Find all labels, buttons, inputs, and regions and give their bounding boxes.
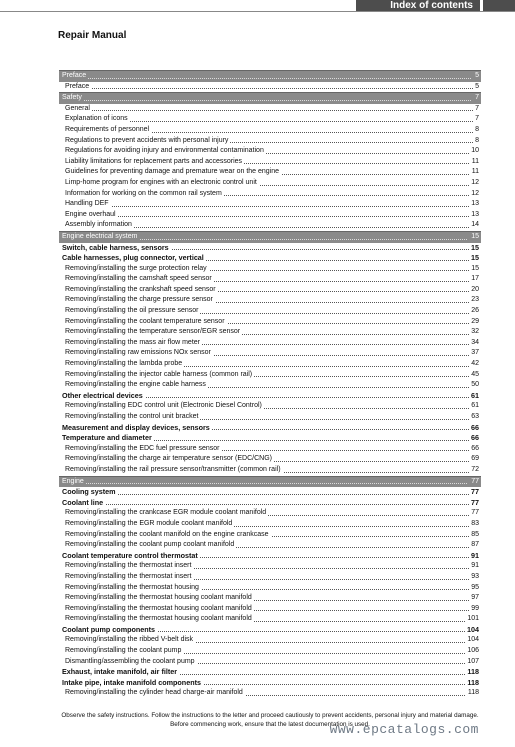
toc-entry-title: Preface <box>59 82 91 93</box>
toc-entry-row[interactable] <box>59 561 481 572</box>
toc-page-number: 72 <box>469 465 481 476</box>
toc-entry-row[interactable] <box>59 593 481 604</box>
toc-entry-title: Regulations for avoiding injury and environmental contamination <box>59 146 266 157</box>
toc-page-number: 95 <box>469 583 481 594</box>
toc-entry-title: Liability limitations for replacement parts and accessories <box>59 157 244 168</box>
toc-page-number: 97 <box>469 593 481 604</box>
toc-page-number: 12 <box>469 178 481 189</box>
toc-entry-title: Removing/installing the thermostat insert <box>59 572 193 583</box>
toc-chapter-row[interactable] <box>59 476 481 488</box>
toc-chapter-row[interactable] <box>59 231 481 243</box>
toc-entry-row[interactable] <box>59 189 481 200</box>
toc-chapter-row[interactable] <box>59 70 481 82</box>
toc-entry-title: Engine electrical system <box>59 232 139 243</box>
toc-section-row[interactable] <box>59 391 481 402</box>
toc-page-number: 26 <box>469 306 481 317</box>
toc-page-number: 66 <box>469 444 481 455</box>
toc-entry-row[interactable] <box>59 604 481 615</box>
toc-page-number: 85 <box>469 530 481 541</box>
toc-entry-title: Exhaust, intake manifold, air filter <box>59 667 179 678</box>
toc-entry-title: Removing/installing the temperature sensor/EGR sensor <box>59 327 242 338</box>
toc-page-number: 107 <box>465 657 481 668</box>
toc-entry-row[interactable] <box>59 136 481 147</box>
toc-entry-title: Dismantling/assembling the coolant pump <box>59 657 197 668</box>
toc-page-number: 93 <box>469 572 481 583</box>
toc-page-number: 11 <box>470 167 481 178</box>
toc-entry-title: Explanation of icons <box>59 114 130 125</box>
toc-section-row[interactable] <box>59 253 481 264</box>
toc-entry-row[interactable] <box>59 285 481 296</box>
toc-entry-title: Coolant pump components <box>59 625 157 636</box>
toc-entry-title: Removing/installing the thermostat insert <box>59 561 193 572</box>
toc-section-row[interactable] <box>59 667 481 678</box>
toc-entry-title: Removing/installing EDC control unit (Electronic Diesel Control) <box>59 401 264 412</box>
toc-entry-title: Guidelines for preventing damage and premature wear on the engine <box>59 167 281 178</box>
toc-entry-title: Removing/installing the coolant pump coolant manifold <box>59 540 236 551</box>
toc-entry-row[interactable] <box>59 359 481 370</box>
toc-page-number: 99 <box>469 604 481 615</box>
toc-page-number: 77 <box>468 477 481 488</box>
dot-leader <box>59 504 481 505</box>
table-of-contents <box>59 70 481 699</box>
toc-page-number: 66 <box>471 422 479 432</box>
dot-leader <box>59 100 481 101</box>
toc-entry-row[interactable] <box>59 519 481 530</box>
toc-section-row[interactable] <box>59 423 481 434</box>
toc-entry-title: Regulations to prevent accidents with personal injury <box>59 136 230 147</box>
toc-entry-row[interactable] <box>59 306 481 317</box>
toc-section-row[interactable] <box>59 243 481 254</box>
toc-entry-row[interactable] <box>59 157 481 168</box>
header-end-block <box>483 0 515 11</box>
toc-page-number: 106 <box>465 646 481 657</box>
toc-entry-title: Removing/installing the mass air flow meter <box>59 338 202 349</box>
toc-entry-row[interactable] <box>59 370 481 381</box>
safety-footer-text: Observe the safety instructions. Follow the instructions to the letter and proceed cautiously to prevent accidents, personal injury and material damage. Before commencing work, ensure that the latest documentation is used. <box>61 712 479 728</box>
toc-page-number: 7 <box>473 114 481 125</box>
toc-entry-row[interactable] <box>59 540 481 551</box>
toc-page-number: 32 <box>469 327 481 338</box>
toc-entry-title: Removing/installing the charge pressure sensor <box>59 295 215 306</box>
toc-page-number: 101 <box>465 614 481 625</box>
document-title: Repair Manual <box>58 30 127 41</box>
toc-entry-row[interactable] <box>59 583 481 594</box>
toc-page-number: 23 <box>469 295 481 306</box>
toc-entry-title: Switch, cable harness, sensors <box>59 243 171 254</box>
dot-leader <box>59 110 481 111</box>
toc-entry-title: Coolant temperature control thermostat <box>59 551 200 562</box>
toc-page-number: 61 <box>471 390 479 400</box>
toc-page-number: 7 <box>473 104 481 115</box>
toc-entry-title: Removing/installing the thermostat housing coolant manifold <box>59 593 254 604</box>
toc-entry-row[interactable] <box>59 454 481 465</box>
toc-entry-row[interactable] <box>59 264 481 275</box>
toc-entry-row[interactable] <box>59 614 481 625</box>
toc-section-row[interactable] <box>59 487 481 498</box>
toc-entry-row[interactable] <box>59 295 481 306</box>
toc-entry-title: Cable harnesses, plug connector, vertical <box>59 253 206 264</box>
header-section-title: Index of contents <box>390 0 473 11</box>
toc-page-number: 15 <box>471 253 479 263</box>
toc-entry-row[interactable] <box>59 380 481 391</box>
toc-entry-title: Intake pipe, intake manifold components <box>59 678 203 689</box>
toc-entry-title: Engine overhaul <box>59 210 118 221</box>
toc-page-number: 118 <box>466 688 481 699</box>
toc-page-number: 17 <box>469 274 481 285</box>
dot-leader <box>59 483 481 484</box>
toc-page-number: 13 <box>469 210 481 221</box>
toc-page-number: 37 <box>469 348 481 359</box>
toc-entry-title: Handling DEF <box>59 199 111 210</box>
top-header-bar <box>0 0 515 13</box>
toc-entry-title: Information for working on the common rail system <box>59 189 224 200</box>
toc-entry-title: Cooling system <box>59 487 118 498</box>
toc-entry-title: Assembly information <box>59 220 134 231</box>
toc-page-number: 34 <box>469 338 481 349</box>
toc-entry-row[interactable] <box>59 125 481 136</box>
toc-section-row[interactable] <box>59 498 481 509</box>
toc-entry-title: Removing/installing the thermostat housing coolant manifold <box>59 614 254 625</box>
toc-entry-title: Limp-home program for engines with an electronic control unit <box>59 178 259 189</box>
toc-entry-title: Removing/installing the charge air temperature sensor (EDC/CNG) <box>59 454 274 465</box>
toc-page-number: 69 <box>469 454 481 465</box>
dot-leader <box>59 78 481 79</box>
toc-page-number: 77 <box>469 508 481 519</box>
toc-entry-row[interactable] <box>59 199 481 210</box>
toc-entry-row[interactable] <box>59 317 481 328</box>
toc-entry-title: Removing/installing the coolant pump <box>59 646 183 657</box>
toc-page-number: 91 <box>471 550 479 560</box>
toc-entry-title: Removing/installing the rail pressure sensor/transmitter (common rail) <box>59 465 283 476</box>
toc-page-number: 77 <box>471 487 479 497</box>
toc-page-number: 14 <box>469 220 481 231</box>
toc-page-number: 45 <box>469 370 481 381</box>
toc-page-number: 50 <box>469 380 481 391</box>
toc-page-number: 66 <box>471 433 479 443</box>
toc-page-number: 5 <box>472 71 481 82</box>
toc-entry-title: Removing/installing the oil pressure sensor <box>59 306 200 317</box>
toc-entry-row[interactable] <box>59 657 481 668</box>
toc-page-number: 63 <box>469 412 481 423</box>
toc-entry-title: Removing/installing the engine cable harness <box>59 380 208 391</box>
toc-page-number: 8 <box>473 125 481 136</box>
toc-entry-row[interactable] <box>59 348 481 359</box>
toc-entry-row[interactable] <box>59 167 481 178</box>
toc-entry-row[interactable] <box>59 646 481 657</box>
toc-entry-title: Temperature and diameter <box>59 433 154 444</box>
toc-page-number: 42 <box>469 359 481 370</box>
toc-page-number: 118 <box>467 667 479 677</box>
toc-entry-row[interactable] <box>59 210 481 221</box>
watermark: www.epcatalogs.com <box>329 722 479 737</box>
toc-entry-title: Removing/installing the thermostat housing <box>59 583 201 594</box>
toc-page-number: 104 <box>467 624 479 634</box>
toc-entry-title: Removing/installing the thermostat housing coolant manifold <box>59 604 254 615</box>
toc-page-number: 118 <box>467 677 479 687</box>
toc-entry-title: Requirements of personnel <box>59 125 151 136</box>
toc-entry-row[interactable] <box>59 688 481 699</box>
toc-entry-title: Other electrical devices <box>59 391 145 402</box>
toc-entry-title: Removing/installing the EGR module coolant manifold <box>59 519 234 530</box>
toc-entry-title: Removing/installing the injector cable harness (common rail) <box>59 370 254 381</box>
toc-entry-title: Removing/installing the surge protection relay <box>59 264 209 275</box>
dot-leader <box>59 88 481 89</box>
toc-entry-row[interactable] <box>59 530 481 541</box>
toc-entry-row[interactable] <box>59 508 481 519</box>
toc-entry-title: General <box>59 104 92 115</box>
toc-entry-row[interactable] <box>59 635 481 646</box>
toc-entry-title: Engine <box>59 477 86 488</box>
toc-page-number: 20 <box>469 285 481 296</box>
toc-entry-title: Removing/installing the coolant temperature sensor <box>59 317 227 328</box>
toc-page-number: 87 <box>469 540 481 551</box>
toc-section-row[interactable] <box>59 625 481 636</box>
toc-entry-row[interactable] <box>59 401 481 412</box>
toc-entry-title: Preface <box>59 71 88 82</box>
toc-entry-title: Removing/installing the cylinder head charge-air manifold <box>59 688 245 699</box>
toc-page-number: 10 <box>469 146 481 157</box>
toc-entry-row[interactable] <box>59 274 481 285</box>
toc-entry-title: Coolant line <box>59 498 105 509</box>
toc-page-number: 91 <box>469 561 481 572</box>
toc-entry-title: Removing/installing the crankcase EGR module coolant manifold <box>59 508 268 519</box>
toc-entry-row[interactable] <box>59 412 481 423</box>
toc-chapter-row[interactable] <box>59 92 481 104</box>
toc-page-number: 15 <box>469 264 481 275</box>
toc-entry-title: Removing/installing the camshaft speed sensor <box>59 274 214 285</box>
dot-leader <box>59 216 481 217</box>
toc-entry-row[interactable] <box>59 146 481 157</box>
toc-page-number: 11 <box>470 157 481 168</box>
toc-page-number: 7 <box>472 93 481 104</box>
toc-section-row[interactable] <box>59 433 481 444</box>
dot-leader <box>59 494 481 495</box>
toc-entry-row[interactable] <box>59 444 481 455</box>
toc-section-row[interactable] <box>59 551 481 562</box>
toc-page-number: 5 <box>473 82 481 93</box>
toc-entry-title: Measurement and display devices, sensors <box>59 423 212 434</box>
toc-page-number: 15 <box>468 232 481 243</box>
toc-page-number: 29 <box>469 317 481 328</box>
toc-entry-title: Removing/installing the lambda probe <box>59 359 184 370</box>
toc-entry-row[interactable] <box>59 82 481 93</box>
toc-entry-title: Removing/installing the ribbed V-belt disk <box>59 635 195 646</box>
toc-page-number: 104 <box>465 635 481 646</box>
toc-page-number: 12 <box>469 189 481 200</box>
toc-entry-row[interactable] <box>59 178 481 189</box>
toc-entry-title: Safety <box>59 93 84 104</box>
dot-leader <box>59 206 481 207</box>
header-rule <box>0 11 515 12</box>
toc-page-number: 83 <box>469 519 481 530</box>
toc-page-number: 13 <box>469 199 481 210</box>
toc-entry-title: Removing/installing raw emissions NOx sensor <box>59 348 213 359</box>
toc-entry-row[interactable] <box>59 220 481 231</box>
toc-entry-row[interactable] <box>59 104 481 115</box>
toc-page-number: 77 <box>471 497 479 507</box>
toc-entry-title: Removing/installing the EDC fuel pressure sensor <box>59 444 221 455</box>
toc-entry-row[interactable] <box>59 465 481 476</box>
toc-page-number: 8 <box>473 136 481 147</box>
toc-entry-row[interactable] <box>59 572 481 583</box>
toc-section-row[interactable] <box>59 678 481 689</box>
toc-entry-title: Removing/installing the coolant manifold on the engine crankcase <box>59 530 271 541</box>
toc-page-number: 61 <box>469 401 481 412</box>
toc-entry-title: Removing/installing the control unit bracket <box>59 412 200 423</box>
toc-entry-row[interactable] <box>59 114 481 125</box>
toc-entry-row[interactable] <box>59 327 481 338</box>
toc-entry-row[interactable] <box>59 338 481 349</box>
toc-page-number: 15 <box>471 242 479 252</box>
toc-entry-title: Removing/installing the crankshaft speed sensor <box>59 285 218 296</box>
